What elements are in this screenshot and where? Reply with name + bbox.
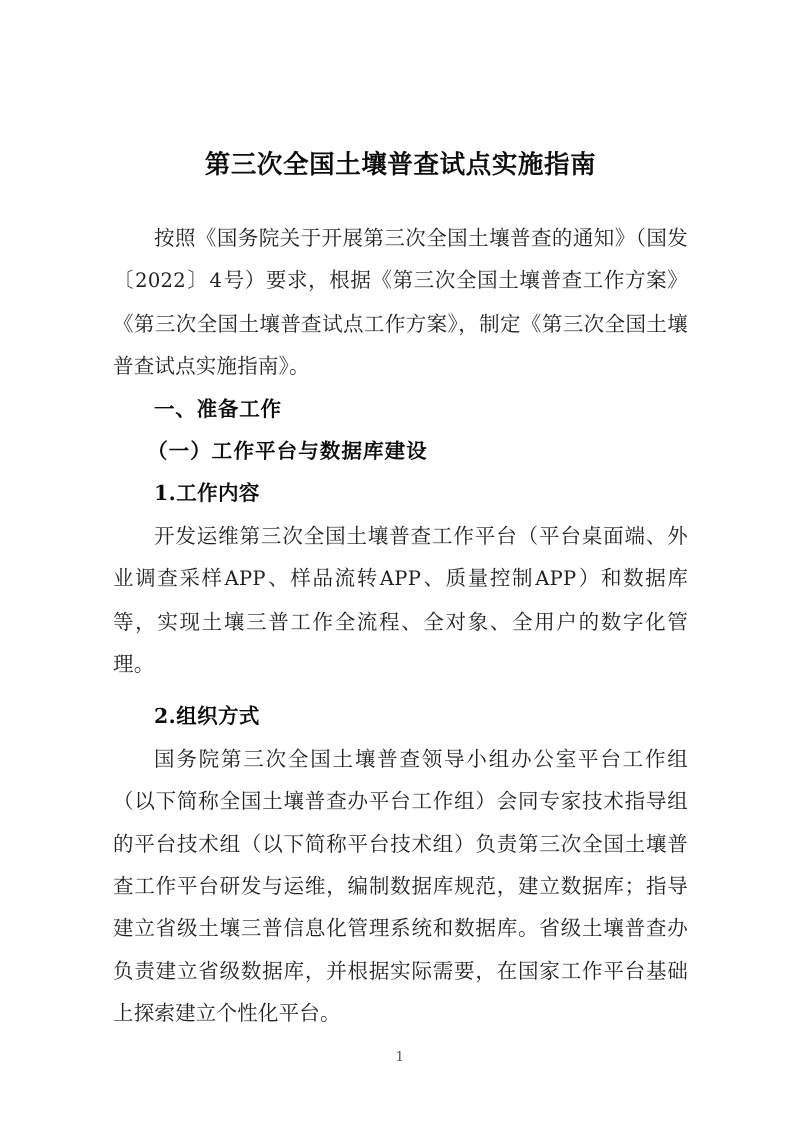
work-content-segment-2: 、样品流转 — [266, 566, 379, 591]
intro-segment-2: 〕 — [186, 268, 209, 293]
work-content-app-2: APP — [379, 567, 422, 591]
work-content-segment-1: 开发运维第三次全国土壤普查工作平台（平台桌面端、外业调查采样 — [113, 523, 688, 591]
work-content-app-3: APP — [535, 567, 577, 591]
intro-year: 2022 — [135, 269, 186, 293]
heading-work-content: 1.工作内容 — [154, 481, 260, 506]
intro-document-number: 4 — [209, 269, 223, 293]
intro-segment-3: 号）要求，根据《第三次全国土壤普查工作方案》《第三次全国土壤普查试点工作方案》，制定《第三次全国土壤普查试点实施指南》。 — [113, 268, 689, 379]
work-content-segment-4: ）和数据库等，实现土壤三普工作全流程、全对象、全用户的数字化管理。 — [113, 566, 689, 676]
page-number: 1 — [395, 1050, 405, 1065]
page-title: 第三次全国土壤普查试点实施指南 — [204, 150, 597, 180]
work-content-app-1: APP — [224, 567, 266, 591]
paragraph-intro — [113, 217, 688, 388]
intro-segment-1: 按照《国务院关于开展第三次全国土壤普查的通知》（国发〔 — [113, 225, 688, 293]
work-content-segment-3: 、质量控制 — [422, 566, 535, 591]
heading-organization-method: 2.组织方式 — [154, 704, 260, 729]
page-content — [113, 0, 688, 1035]
heading-preparation-work: 一、准备工作 — [154, 396, 282, 421]
paragraph-organization: 国务院第三次全国土壤普查领导小组办公室平台工作组（以下简称全国土壤普查办平台工作组）会同专家技术指导组的平台技术组（以下简称平台技术组）负责第三次全国土壤普查工作平台研发与运维，编制数据库规范，建立数据库；指导建立省级土壤三普信息化管理系统和数据库。省级土壤普查办负责建立省级数据库，并根据实际需要，在国家工作平台基础上探索建立个性化平台。 — [113, 746, 688, 1026]
paragraph-work-content — [113, 515, 688, 686]
heading-platform-and-database: （一）工作平台与数据库建设 — [146, 438, 429, 463]
